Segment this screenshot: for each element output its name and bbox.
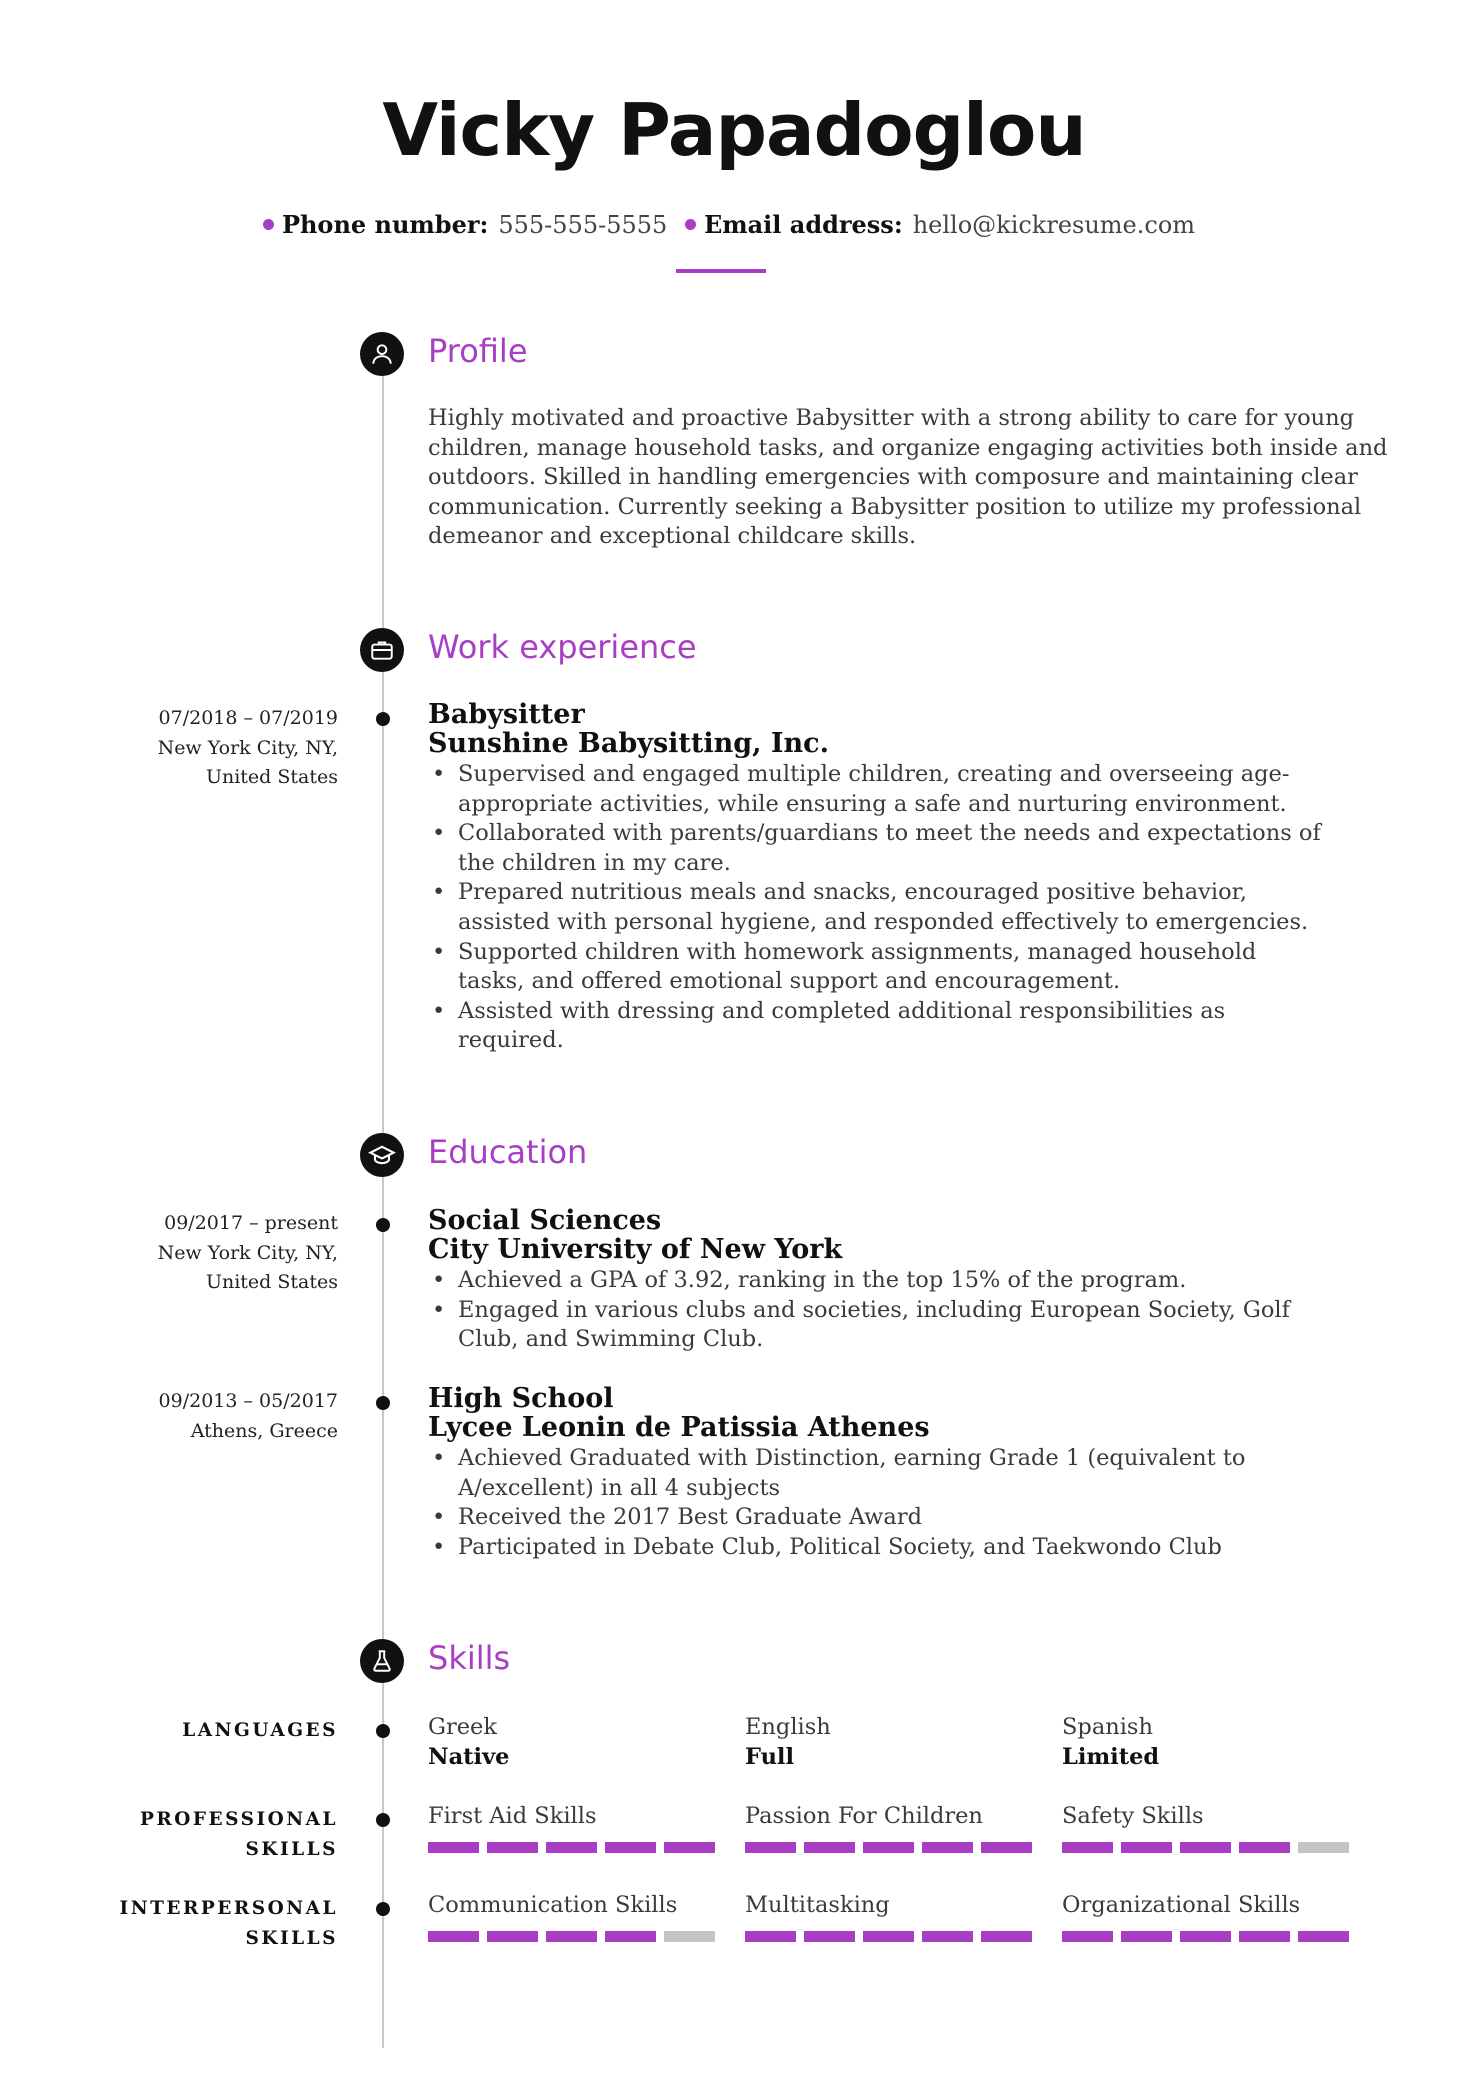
rating-segment-filled [1239,1931,1290,1942]
rating-segment-filled [981,1931,1032,1942]
rating-segment-empty [1298,1842,1349,1853]
bullet-dot-icon [685,219,696,230]
language-item [1062,1713,1362,1772]
skill-category-languages: LANGUAGES [182,1720,338,1741]
skill-rating-bar [1062,1931,1362,1942]
rating-segment-filled [546,1931,597,1942]
education-school: Lycee Leonin de Patissia Athenes [428,1412,930,1443]
skill-category-professional: PROFESSIONAL SKILLS [140,1809,338,1860]
education-meta [60,1209,338,1298]
list-item: • Supported children with homework assignments, managed household tasks, and offered emotional support and encouragement. [428,938,1388,997]
rating-segment-filled [1180,1842,1231,1853]
rating-segment-filled [804,1931,855,1942]
briefcase-icon [360,628,404,672]
skill-name: Safety Skills [1062,1803,1204,1829]
rating-segment-filled [546,1842,597,1853]
phone-value: 555-555-5555 [498,211,668,239]
rating-segment-filled [605,1842,656,1853]
skill-item [1062,1802,1362,1853]
list-item: • Assisted with dressing and completed additional responsibilities as required. [428,997,1388,1056]
education-school: City University of New York [428,1234,843,1265]
skill-name: Communication Skills [428,1892,678,1918]
profile-line: children, manage household tasks, and organize engaging activities both inside and [428,434,1388,461]
rating-segment-filled [1062,1931,1113,1942]
rating-segment-filled [922,1842,973,1853]
job-bullets [428,760,1388,1056]
rating-segment-filled [605,1931,656,1942]
timeline-dot [376,712,390,726]
skill-rating-bar [745,1842,1045,1853]
skill-category-label: INTERPERSONAL [119,1898,338,1919]
education-location: New York City, NY, [157,1241,338,1264]
skill-name: Organizational Skills [1062,1892,1301,1918]
rating-segment-filled [804,1842,855,1853]
education-entry [428,1384,1388,1562]
job-meta [60,704,338,793]
timeline-dot [376,1724,390,1738]
language-name: Greek [428,1714,497,1740]
list-item: • Supervised and engaged multiple children, creating and overseeing age- appropriate activities, while ensuring a safe and nurturing environment. [428,760,1388,819]
skill-item [1062,1891,1362,1942]
rating-segment-filled [1298,1931,1349,1942]
profile-line: communication. Currently seeking a Babysitter position to utilize my professional [428,493,1362,520]
email-label: Email address: [703,210,903,239]
job-location: New York City, NY, [157,736,338,759]
timeline-dot [376,1396,390,1410]
education-bullets [428,1266,1388,1355]
timeline-dot [376,1902,390,1916]
skill-rating-bar [745,1931,1045,1942]
graduation-cap-icon [360,1133,404,1177]
rating-segment-filled [1180,1931,1231,1942]
language-level: Native [428,1743,510,1770]
profile-line: demeanor and exceptional childcare skills. [428,523,917,550]
skill-item [745,1891,1045,1942]
skill-item [428,1891,728,1942]
flask-icon [360,1639,404,1683]
rating-segment-filled [981,1842,1032,1853]
section-title-profile: Profile [428,332,528,370]
list-item: • Prepared nutritious meals and snacks, encouraged positive behavior, assisted with personal hygiene, and responded effectively to emergencies. [428,878,1388,937]
rating-segment-filled [863,1842,914,1853]
profile-line: outdoors. Skilled in handling emergencies with composure and maintaining clear [428,464,1358,491]
language-item [428,1713,728,1772]
list-item: • Achieved Graduated with Distinction, earning Grade 1 (equivalent to A/excellent) in all 4 subjects [428,1444,1388,1503]
education-bullets [428,1444,1388,1562]
contact-line [0,210,1468,239]
rating-segment-filled [922,1931,973,1942]
language-level: Full [745,1743,795,1770]
rating-segment-filled [428,1931,479,1942]
timeline-dot [376,1813,390,1827]
list-item: • Received the 2017 Best Graduate Award [428,1503,1388,1533]
job-location: United States [205,766,338,789]
job-role: Babysitter [428,699,585,730]
rating-segment-filled [487,1931,538,1942]
job-dates: 07/2018 – 07/2019 [158,707,338,729]
email-value: hello@kickresume.com [912,211,1196,239]
education-dates: 09/2013 – 05/2017 [158,1390,338,1412]
list-item: • Collaborated with parents/guardians to meet the needs and expectations of the children in my care. [428,819,1388,878]
rating-segment-filled [664,1842,715,1853]
phone-label: Phone number: [281,210,489,239]
rating-segment-filled [1121,1842,1172,1853]
section-title-education: Education [428,1133,588,1171]
candidate-name: Vicky Papadoglou [382,88,1086,172]
job-entry [428,700,1388,1056]
list-item: • Achieved a GPA of 3.92, ranking in the top 15% of the program. [428,1266,1388,1296]
skill-item [428,1802,728,1853]
bullet-dot-icon [263,219,274,230]
rating-segment-filled [745,1931,796,1942]
list-item: • Participated in Debate Club, Political Society, and Taekwondo Club [428,1533,1388,1563]
rating-segment-filled [1121,1931,1172,1942]
skill-item [745,1802,1045,1853]
skill-category-interpersonal [40,1894,338,1954]
language-name: English [745,1714,831,1740]
rating-segment-filled [863,1931,914,1942]
education-degree: High School [428,1383,614,1414]
language-item [745,1713,1045,1772]
education-entry [428,1206,1388,1355]
timeline-line [382,352,384,2048]
language-level: Limited [1062,1743,1160,1770]
skill-category-label: SKILLS [245,1928,338,1949]
profile-summary [428,404,1388,552]
rating-segment-filled [487,1842,538,1853]
section-title-skills: Skills [428,1639,511,1677]
skill-name: Multitasking [745,1892,890,1918]
education-location: Athens, Greece [190,1419,338,1442]
rating-segment-filled [1062,1842,1113,1853]
education-degree: Social Sciences [428,1205,662,1236]
job-company: Sunshine Babysitting, Inc. [428,728,830,759]
education-dates: 09/2017 – present [164,1212,338,1234]
skill-name: Passion For Children [745,1803,983,1829]
skill-rating-bar [1062,1842,1362,1853]
rating-segment-filled [428,1842,479,1853]
profile-line: Highly motivated and proactive Babysitter with a strong ability to care for young [428,405,1354,431]
section-title-work: Work experience [428,628,697,666]
rating-segment-empty [664,1931,715,1942]
rating-segment-filled [1239,1842,1290,1853]
rating-segment-filled [745,1842,796,1853]
education-location: United States [205,1271,338,1294]
language-name: Spanish [1062,1714,1153,1740]
skill-rating-bar [428,1931,728,1942]
skill-rating-bar [428,1842,728,1853]
education-meta [60,1387,338,1446]
list-item: • Engaged in various clubs and societies, including European Society, Golf Club, and Swimming Club. [428,1296,1388,1355]
header-divider [676,269,766,273]
skill-name: First Aid Skills [428,1803,597,1829]
user-icon [360,332,404,376]
timeline-dot [376,1218,390,1232]
